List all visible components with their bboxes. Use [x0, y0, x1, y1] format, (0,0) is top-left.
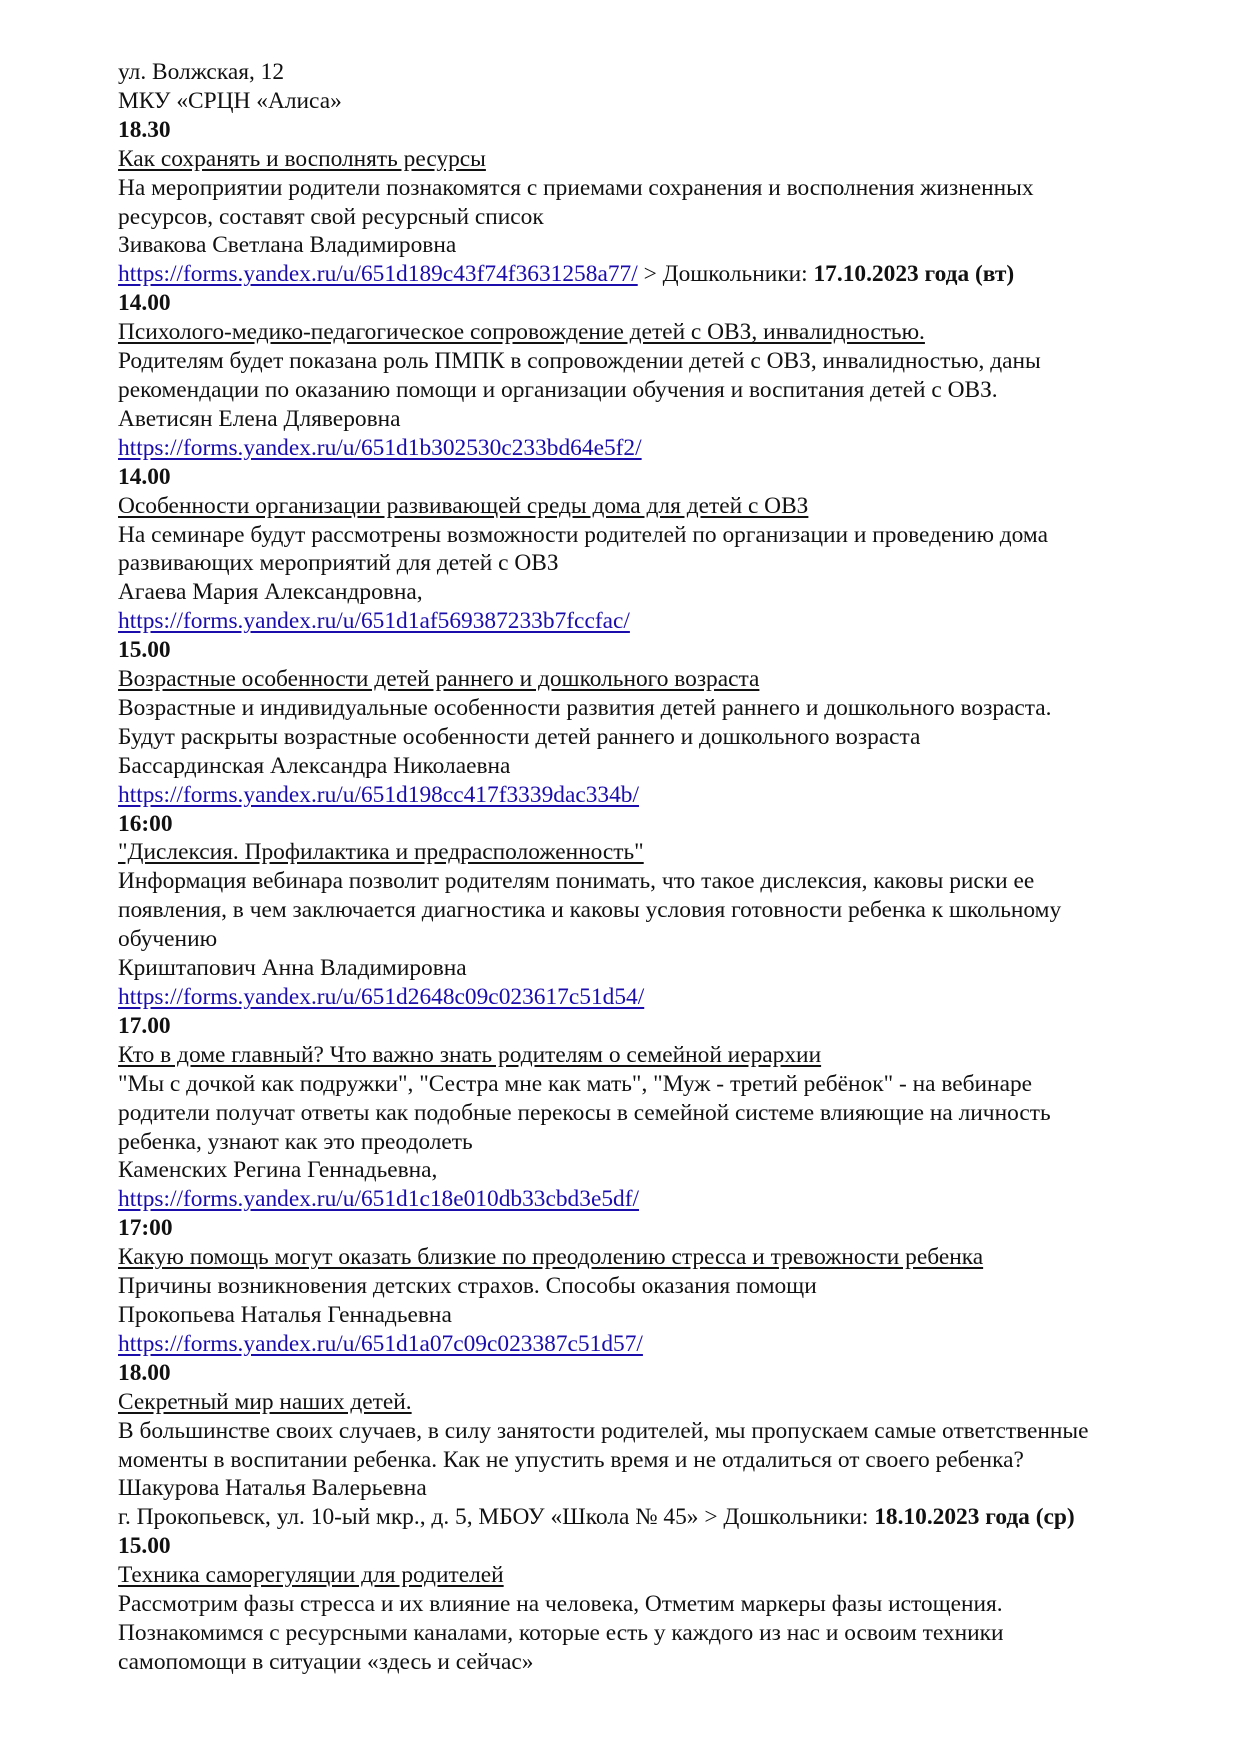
event-block — [118, 636, 1178, 809]
event-block — [118, 1359, 1178, 1532]
event-description-line: самопомощи в ситуации «здесь и сейчас» — [118, 1648, 534, 1675]
event-description-line: развивающих мероприятий для детей с ОВЗ — [118, 550, 559, 577]
registration-link[interactable]: https://forms.yandex.ru/u/651d1c18e010db33cbd3e5df/ — [118, 1186, 640, 1213]
schedule-date: 18.10.2023 года (ср) — [874, 1504, 1075, 1531]
event-speaker: Зивакова Светлана Владимировна — [118, 232, 457, 259]
event-block — [118, 289, 1178, 462]
event-speaker: Прокопьева Наталья Геннадьевна — [118, 1301, 452, 1328]
registration-link[interactable]: https://forms.yandex.ru/u/651d189c43f74f3631258a77/ — [118, 261, 638, 288]
event-description-line: моменты в воспитании ребенка. Как не упустить время и не отдалиться от своего ребенка? — [118, 1446, 1024, 1473]
event-time: 17:00 — [118, 1215, 173, 1242]
event-description-line: Будут раскрыты возрастные особенности детей раннего и дошкольного возраста — [118, 723, 921, 750]
event-block — [118, 810, 1178, 1012]
breadcrumb-separator: > — [698, 1504, 724, 1531]
registration-link[interactable]: https://forms.yandex.ru/u/651d2648c09c023617c51d54/ — [118, 984, 645, 1010]
event-time: 15.00 — [118, 637, 171, 664]
event-speaker: Шакурова Наталья Валерьевна — [118, 1475, 427, 1502]
registration-link[interactable]: https://forms.yandex.ru/u/651d1af569387233b7fccfac/ — [118, 608, 630, 635]
event-title: Секретный мир наших детей. — [118, 1388, 412, 1415]
event-description-line: обучению — [118, 926, 218, 953]
section-label: Дошкольники: — [723, 1504, 875, 1531]
event-block — [118, 1012, 1178, 1214]
event-time: 15.00 — [118, 1533, 171, 1560]
event-time: 14.00 — [118, 463, 171, 490]
registration-link[interactable]: https://forms.yandex.ru/u/651d198cc417f3339dac334b/ — [118, 781, 640, 808]
event-description-line: Причины возникновения детских страхов. Способы оказания помощи — [118, 1273, 817, 1300]
event-block — [118, 463, 1178, 636]
event-description-line: Родителям будет показана роль ПМПК в сопровождении детей с ОВЗ, инвалидностью, даны — [118, 348, 1041, 375]
event-description-line: появления, в чем заключается диагностика и каковы условия готовности ребенка к школьному — [118, 897, 1062, 924]
event-time: 18.00 — [118, 1359, 171, 1386]
event-block — [118, 1532, 1178, 1677]
event-block — [118, 1214, 1178, 1359]
event-time: 16:00 — [118, 810, 173, 837]
venue-address: ул. Волжская, 12 — [118, 59, 285, 85]
schedule-date: 17.10.2023 года (вт) — [813, 261, 1015, 288]
event-description-line: ресурсов, составят свой ресурсный список — [118, 203, 544, 230]
event-description-line: На семинаре будут рассмотрены возможности родителей по организации и проведению дома — [118, 521, 1048, 548]
event-title: Возрастные особенности детей раннего и дошкольного возраста — [118, 666, 760, 693]
event-description-line: Рассмотрим фазы стресса и их влияние на человека, Отметим маркеры фазы истощения. — [118, 1591, 1003, 1618]
document-page — [118, 58, 1178, 1677]
registration-link[interactable]: https://forms.yandex.ru/u/651d1a07c09c023387c51d57/ — [118, 1330, 643, 1357]
event-title: Какую помощь могут оказать близкие по преодолению стресса и тревожности ребенка — [118, 1244, 984, 1271]
event-speaker: Агаева Мария Александровна, — [118, 579, 423, 606]
registration-link[interactable]: https://forms.yandex.ru/u/651d1b302530c233bd64e5f2/ — [118, 434, 642, 461]
event-speaker: Каменских Регина Геннадьевна, — [118, 1157, 438, 1184]
event-description-line: родители получат ответы как подобные перекосы в семейной системе влияющие на личность — [118, 1099, 1051, 1126]
event-speaker: Криштапович Анна Владимировна — [118, 955, 467, 982]
event-title: Техника саморегуляции для родителей — [118, 1562, 504, 1589]
event-time: 18.30 — [118, 116, 171, 143]
event-description-line: Познакомимся с ресурсными каналами, которые есть у каждого из нас и освоим техники — [118, 1619, 1004, 1646]
event-description-line: Возрастные и индивидуальные особенности развития детей раннего и дошкольного возраста. — [118, 694, 1052, 721]
event-description-line: В большинстве своих случаев, в силу занятости родителей, мы пропускаем самые ответственные — [118, 1417, 1089, 1444]
event-description-line: "Мы с дочкой как подружки", "Сестра мне как мать", "Муж - третий ребёнок" - на вебинаре — [118, 1070, 1033, 1097]
section-label: Дошкольники: — [662, 261, 814, 288]
event-title: Кто в доме главный? Что важно знать родителям о семейной иерархии — [118, 1041, 822, 1068]
event-description-line: На мероприятии родители познакомятся с приемами сохранения и восполнения жизненных — [118, 174, 1034, 201]
breadcrumb-separator: > — [637, 261, 663, 288]
event-description-line: рекомендации по оказанию помощи и организации обучения и воспитания детей с ОВЗ. — [118, 376, 998, 403]
venue-address-line: г. Прокопьевск, ул. 10-ый мкр., д. 5, МБОУ «Школа № 45» — [118, 1504, 699, 1531]
event-block — [118, 116, 1178, 289]
event-title: Как сохранять и восполнять ресурсы — [118, 145, 486, 172]
event-description-line: Информация вебинара позволит родителям понимать, что такое дислексия, каковы риски ее — [118, 868, 1035, 895]
event-speaker: Бассардинская Александра Николаевна — [118, 752, 511, 779]
event-time: 17.00 — [118, 1012, 171, 1039]
event-title: "Дислексия. Профилактика и предрасположенность" — [118, 839, 644, 866]
event-speaker: Аветисян Елена Дляверовна — [118, 405, 401, 432]
event-description-line: ребенка, узнают как это преодолеть — [118, 1128, 473, 1155]
event-time: 14.00 — [118, 290, 171, 317]
event-title: Особенности организации развивающей среды дома для детей с ОВЗ — [118, 492, 809, 519]
event-title: Психолого-медико-педагогическое сопровождение детей с ОВЗ, инвалидностью. — [118, 319, 925, 346]
venue-organization: МКУ «СРЦН «Алиса» — [118, 87, 342, 114]
